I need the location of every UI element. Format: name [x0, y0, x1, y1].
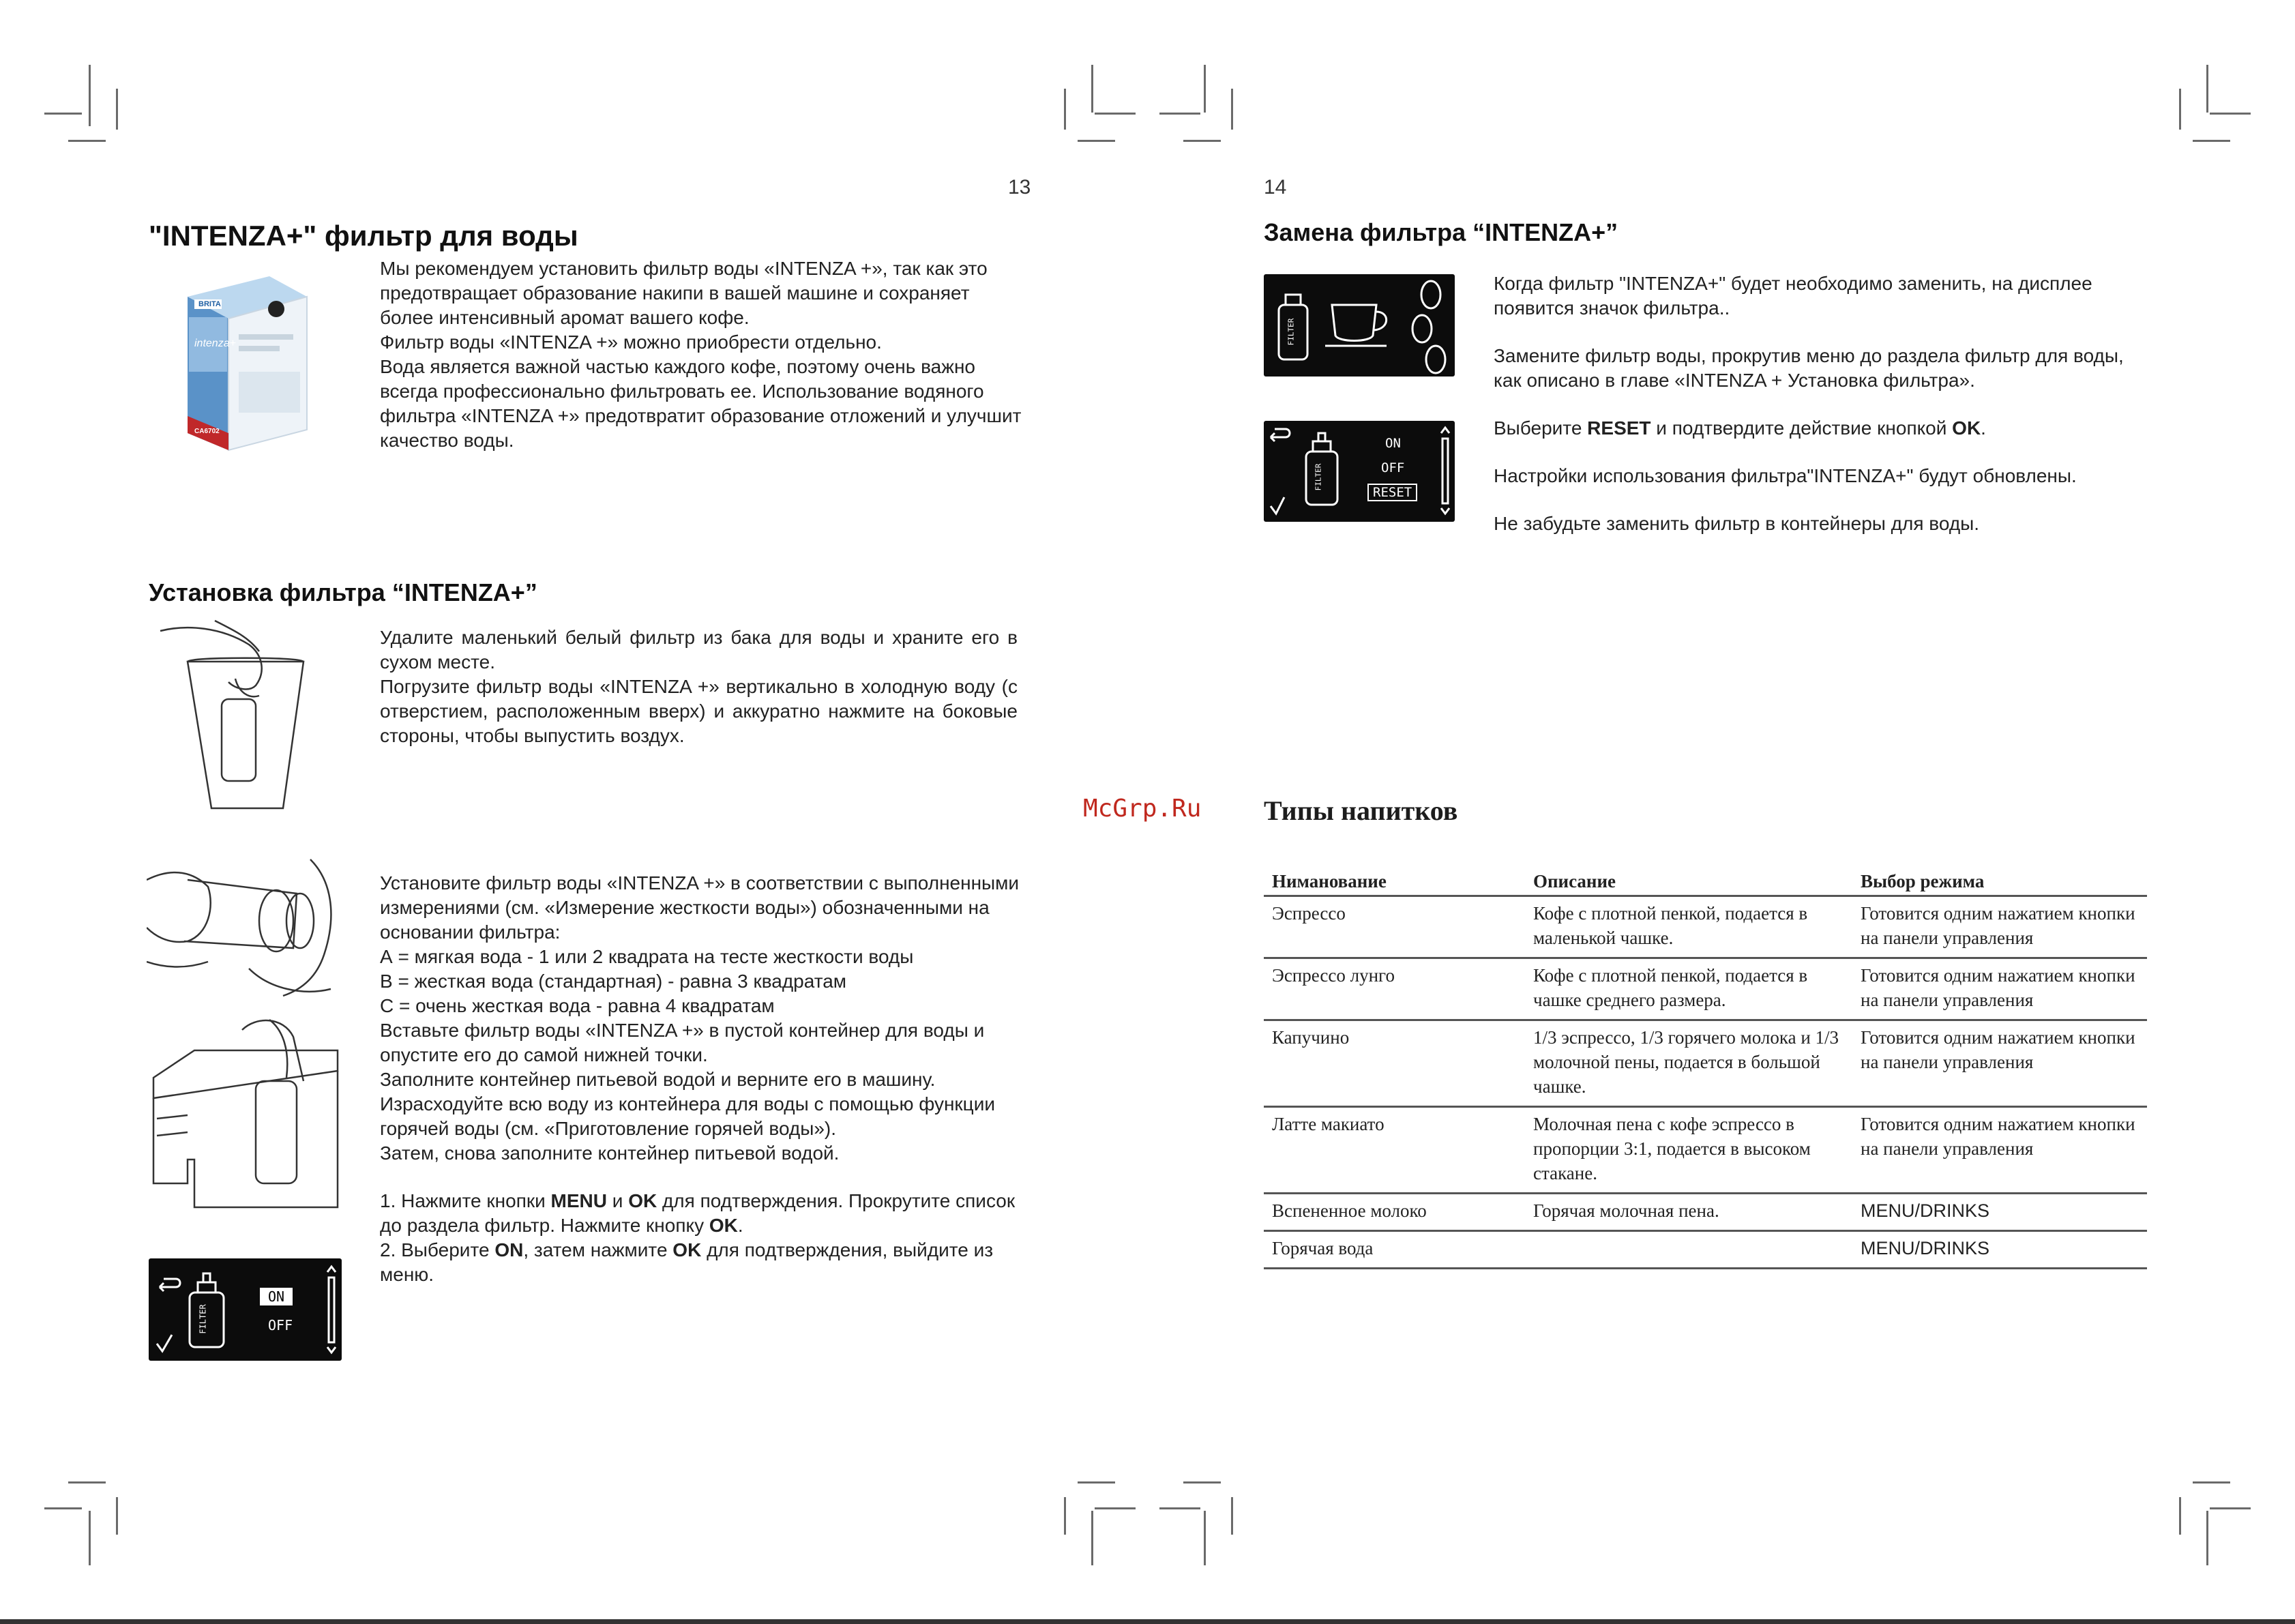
crop-mark [68, 140, 106, 142]
install-paragraph: Затем, снова заполните контейнер питьевой водой. [380, 1142, 840, 1164]
menu-step-2: 2. Выберите ON, затем нажмите OK для подтверждения, выйдите из меню. [380, 1239, 994, 1285]
box-code: CA6702 [194, 428, 220, 435]
lcd-filter-label: FILTER [198, 1304, 208, 1334]
table-row [1264, 1194, 2147, 1231]
crop-mark [1095, 1507, 1136, 1509]
crop-mark [44, 1507, 82, 1509]
back-arrow-icon [160, 1279, 180, 1291]
crop-mark [1091, 1511, 1093, 1565]
filter-twist-image [147, 832, 341, 1003]
install-step-text-2 [380, 871, 1028, 1166]
crop-mark [2210, 1507, 2251, 1509]
drink-mode: Готовится одним нажатием кнопки на панели управления [1852, 1107, 2147, 1194]
crop-mark [1159, 113, 1200, 115]
column-header: Описание [1525, 868, 1852, 896]
intro-text [380, 256, 1028, 453]
install-paragraph: Погрузите фильтр воды «INTENZA +» вертикально в холодную воду (с отверстием, расположенным вверх) и аккуратно нажмите на боковые стороны, чтобы выпустить воздух. [380, 676, 1018, 746]
replace-text [1494, 271, 2148, 536]
scroll-up-icon [327, 1267, 336, 1272]
crop-mark [89, 65, 91, 126]
drink-name: Эспрессо лунго [1264, 958, 1525, 1020]
box-product-name: intenza+ [194, 338, 236, 349]
section-title-intenza: "INTENZA+" фильтр для воды [149, 220, 578, 252]
drink-mode: Готовится одним нажатием кнопки на панели управления [1852, 958, 2147, 1020]
crop-mark [1078, 140, 1115, 142]
table-row [1264, 1107, 2147, 1194]
drinks-title: Типы напитков [1264, 795, 1458, 826]
crop-mark [116, 89, 118, 130]
crop-mark [1095, 113, 1136, 115]
crop-mark [89, 1511, 91, 1565]
lcd-filter-label: FILTER [1314, 463, 1323, 491]
menu-steps [380, 1189, 1035, 1287]
drink-description: Кофе с плотной пенкой, подается в чашке среднего размера. [1525, 958, 1852, 1020]
drink-mode: MENU/DRINKS [1852, 1194, 2147, 1231]
drink-mode: MENU/DRINKS [1852, 1231, 2147, 1269]
hardness-b: В = жесткая вода (стандартная) - равна 3 квадратам [380, 971, 847, 992]
crop-mark [2206, 65, 2208, 113]
hardness-c: С = очень жесткая вода - равна 4 квадратам [380, 995, 775, 1016]
replace-reset-instruction: Выберите RESET и подтвердите действие кнопкой OK. [1494, 417, 1986, 439]
column-header: Выбор режима [1852, 868, 2147, 896]
table-row [1264, 1020, 2147, 1107]
section-title-install: Установка фильтра “INTENZA+” [149, 578, 537, 606]
lcd-on-option: ON [1385, 436, 1401, 451]
crop-mark [1204, 1511, 1206, 1565]
filter-box-image [174, 269, 310, 454]
intro-paragraph: Фильтр воды «INTENZA +» можно приобрести отдельно. [380, 331, 882, 353]
lcd-filter-reset-display [1264, 421, 1455, 522]
watermark: McGrp.Ru [1083, 795, 1202, 823]
drink-description [1525, 1231, 1852, 1269]
drink-description: Кофе с плотной пенкой, подается в маленькой чашке. [1525, 896, 1852, 958]
lcd-filter-label: FILTER [1286, 318, 1296, 346]
install-paragraph: Установите фильтр воды «INTENZA +» в соответствии с выполненными измерениями (см. «Измерение жесткости воды») обозначенными на основании фильтра: [380, 872, 1020, 943]
replace-paragraph: Когда фильтр "INTENZA+" будет необходимо заменить, на дисплее появится значок фильтра.. [1494, 273, 2092, 319]
hand-glass-image [147, 617, 321, 815]
drink-description: Горячая молочная пена. [1525, 1194, 1852, 1231]
crop-mark [68, 1481, 106, 1483]
crop-mark [1231, 89, 1233, 130]
crop-mark [1183, 140, 1221, 142]
crop-mark [1231, 1497, 1233, 1535]
crop-mark [2210, 113, 2251, 115]
drink-mode: Готовится одним нажатием кнопки на панели управления [1852, 896, 2147, 958]
bottom-edge [0, 1619, 2295, 1624]
check-icon [1271, 497, 1284, 514]
drink-name: Эспрессо [1264, 896, 1525, 958]
drink-name: Вспененное молоко [1264, 1194, 1525, 1231]
coffee-cup-icon [1325, 305, 1387, 346]
crop-mark [1078, 1481, 1115, 1483]
lcd-off-option: OFF [1381, 460, 1405, 475]
crop-mark [1091, 65, 1093, 113]
drink-name: Латте макиато [1264, 1107, 1525, 1194]
crop-mark [2206, 1511, 2208, 1565]
lcd-on-option: ON [260, 1288, 293, 1305]
install-step-text-1 [380, 625, 1018, 748]
table-row [1264, 896, 2147, 958]
crop-mark [116, 1497, 118, 1535]
drink-description: Молочная пена с кофе эспрессо в пропорции 3:1, подается в высоком стакане. [1525, 1107, 1852, 1194]
crop-mark [1064, 89, 1066, 130]
table-row [1264, 958, 2147, 1020]
lcd-off-option: OFF [268, 1317, 293, 1333]
hardness-a: А = мягкая вода - 1 или 2 квадрата на тесте жесткости воды [380, 946, 914, 967]
water-tank-image [147, 1016, 348, 1214]
column-header: Нимановaние [1264, 868, 1525, 896]
install-paragraph: Заполните контейнер питьевой водой и верните его в машину. [380, 1069, 936, 1090]
crop-mark [2193, 140, 2230, 142]
lcd-filter-warning-display [1264, 274, 1455, 377]
scroll-down-icon [327, 1347, 336, 1353]
scrollbar [1442, 439, 1448, 503]
scroll-down-icon [1441, 508, 1449, 514]
replace-paragraph: Настройки использования фильтра"INTENZA+" будут обновлены. [1494, 465, 2077, 486]
crop-mark [2193, 1481, 2230, 1483]
crop-mark [2179, 89, 2181, 130]
table-header-row [1264, 868, 2147, 896]
drink-mode: Готовится одним нажатием кнопки на панели управления [1852, 1020, 2147, 1107]
box-brand: BRITA [198, 300, 221, 308]
replace-paragraph: Замените фильтр воды, прокрутив меню до раздела фильтр для воды, как описано в главе «INTENZA + Установка фильтра». [1494, 345, 2124, 391]
install-paragraph: Удалите маленький белый фильтр из бака для воды и храните его в сухом месте. [380, 627, 1018, 673]
page-number-left: 13 [1008, 176, 1031, 198]
drink-name: Капучино [1264, 1020, 1525, 1107]
scroll-up-icon [1441, 428, 1449, 433]
back-arrow-icon [1271, 429, 1290, 441]
coffee-beans-icon [1412, 281, 1445, 373]
lcd-filter-onoff-display [149, 1258, 342, 1361]
crop-mark [1204, 65, 1206, 113]
crop-mark [1183, 1481, 1221, 1483]
replace-paragraph: Не забудьте заменить фильтр в контейнеры для воды. [1494, 513, 1980, 534]
crop-mark [2179, 1497, 2181, 1535]
crop-mark [1159, 1507, 1200, 1509]
table-row [1264, 1231, 2147, 1269]
section-title-replace: Замена фильтра “INTENZA+” [1264, 218, 1618, 246]
crop-mark [44, 113, 82, 115]
drink-name: Горячая вода [1264, 1231, 1525, 1269]
lcd-reset-option: RESET [1367, 484, 1417, 501]
install-paragraph: Израсходуйте всю воду из контейнера для воды с помощью функции горячей воды (см. «Приготовление горячей воды»). [380, 1093, 995, 1139]
page-number-right: 14 [1264, 176, 1287, 198]
install-paragraph: Вставьте фильтр воды «INTENZA +» в пустой контейнер для воды и опустите его до самой нижней точки. [380, 1020, 985, 1065]
drinks-table [1264, 868, 2147, 1269]
intro-paragraph: Мы рекомендуем установить фильтр воды «INTENZA +», так как это предотвращает образование накипи в вашей машине и сохраняет более интенсивный аромат вашего кофе. [380, 258, 988, 328]
intro-paragraph: Вода является важной частью каждого кофе, поэтому очень важно всегда профессионально фильтровать ее. Использование водяного фильтра «INTENZA +» предотвратит образование отложений и улучшит качество воды. [380, 356, 1022, 451]
menu-step-1: 1. Нажмите кнопки MENU и OK для подтверждения. Прокрутите список до раздела фильтр. Нажмите кнопку OK. [380, 1190, 1016, 1236]
drink-description: 1/3 эспрессо, 1/3 горячего молока и 1/3 молочной пены, подается в большой чашке. [1525, 1020, 1852, 1107]
crop-mark [1064, 1497, 1066, 1535]
check-icon [157, 1335, 172, 1351]
scrollbar [329, 1278, 334, 1342]
